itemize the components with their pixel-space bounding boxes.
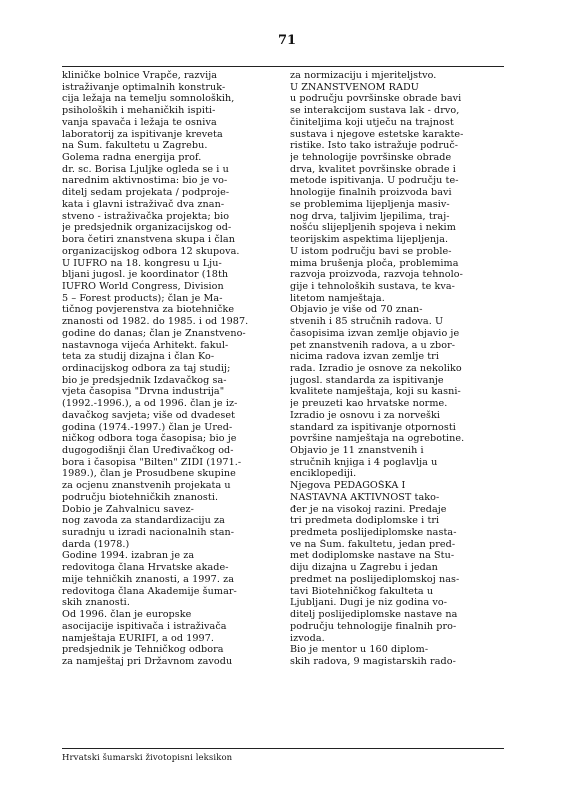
text-line: časopisima izvan zemlje objavio je <box>290 327 460 339</box>
text-line: skih znanosti. <box>62 597 130 609</box>
text-line: (1992.-1996.), a od 1996. član je iz- <box>62 398 238 410</box>
text-line: U ZNANSTVENOM RADU <box>290 81 419 93</box>
text-line: teorijskim aspektima lijepljenja. <box>290 234 449 246</box>
text-line: stvenih i 85 stručnih radova. U <box>290 316 444 328</box>
text-line: je tehnologije površinske obrade <box>290 152 452 164</box>
text-line: enciklopediji. <box>290 468 357 480</box>
text-line: mije tehničkih znanosti, a 1997. za <box>62 573 235 585</box>
text-line: ristike. Isto tako istražuje područ- <box>290 140 459 152</box>
right-column <box>290 70 503 668</box>
text-line: kata i glavni istraživač dva znan- <box>62 198 225 210</box>
text-line: hnologije finalnih proizvoda bavi <box>290 187 452 199</box>
text-line: NASTAVNA AKTIVNOST tako- <box>290 491 440 503</box>
text-line: sustava i njegove estetske karakte- <box>290 128 464 140</box>
text-line: razvoja proizvoda, razvoja tehnolo- <box>290 269 463 281</box>
text-line: istraživanje optimalnih konstruk- <box>62 81 226 93</box>
text-line: nog zavoda za standardizaciju za <box>62 515 225 527</box>
text-line: se interakcijom sustava lak - drvo, <box>290 105 460 117</box>
text-line: stveno - istraživačka projekta; bio <box>62 210 230 222</box>
text-line: kvalitete namještaja, koji su kasni- <box>290 386 461 398</box>
text-line: kliničke bolnice Vrapče, razvija <box>62 70 218 81</box>
text-line: za normizaciju i mjeriteljstvo. <box>290 70 437 81</box>
text-line: cija ležaja na temelju somnoloških, <box>62 93 235 105</box>
text-line: tavi Biotehničkog fakulteta u <box>290 585 434 597</box>
text-line: redovitoga člana Hrvatske akade- <box>62 562 229 574</box>
left-column <box>62 70 275 668</box>
text-line: namještaja EURIFI, a od 1997. <box>62 632 215 644</box>
text-line: stručnih knjiga i 4 poglavlja u <box>290 456 438 468</box>
text-line: nastavnoga vijeća Arhitekt. fakul- <box>62 339 229 351</box>
text-line: bljani jugosl. je koordinator (18th <box>62 269 229 281</box>
text-line: gije i tehnoloških sustava, te kva- <box>290 280 455 292</box>
text-line: znanosti od 1982. do 1985. i od 1987. <box>62 316 249 328</box>
text-line: ve na Šum. fakultetu, jedan pred- <box>290 538 456 550</box>
text-line: bio je predsjednik Izdavačkog sa- <box>62 374 227 386</box>
text-line: ničkog odbora toga časopisa; bio je <box>62 433 237 445</box>
text-line: Njegova PEDAGOŠKA I <box>290 480 406 492</box>
text-line: se problemima lijepljenja masiv- <box>290 198 450 210</box>
text-line: ditelj sedam projekata / podproje- <box>62 187 230 199</box>
text-line: u području površinske obrade bavi <box>290 93 462 105</box>
text-line: za namještaj pri Državnom zavodu <box>62 655 233 667</box>
text-line: Golema radna energija prof. <box>62 152 202 164</box>
text-line: za ocjenu znanstvenih projekata u <box>62 480 231 492</box>
text-line: narednim aktivnostima: bio je vo- <box>62 175 228 187</box>
text-line: bora četiri znanstvena skupa i član <box>62 234 235 246</box>
text-line: asocijacije ispitivača i istraživača <box>62 620 227 632</box>
text-line: diju dizajna u Zagrebu i jedan <box>290 562 438 574</box>
text-line: nošću slijepljenih spojeva i nekim <box>290 222 456 234</box>
text-line: Ljubljani. Dugi je niz godina vo- <box>290 597 448 609</box>
text-line: Izradio je osnovu i za norveški <box>290 409 441 421</box>
text-line: Objavio je više od 70 znan- <box>290 304 423 316</box>
text-line: mima brušenja ploča, problemima <box>290 257 459 269</box>
text-line: vanja spavača i ležaja te osniva <box>62 116 217 128</box>
text-line: Godine 1994. izabran je za <box>62 550 195 562</box>
text-line: površine namještaja na ogrebotine. <box>290 433 465 445</box>
text-line: 1989.), član je Prosudbene skupine <box>62 468 236 480</box>
text-line: laboratorij za ispitivanje kreveta <box>62 128 223 140</box>
text-line: tičnog povjerenstva za biotehničke <box>62 304 235 316</box>
text-line: izvoda. <box>290 632 325 644</box>
text-line: U IUFRO na 18. kongresu u Lju- <box>62 257 222 269</box>
text-line: standard za ispitivanje otpornosti <box>290 421 456 433</box>
text-line: ordinacijskog odbora za taj studij; <box>62 362 231 374</box>
text-line: predsjednik je Tehničkog odbora <box>62 644 224 656</box>
text-line: nicima radova izvan zemlje tri <box>290 351 439 363</box>
text-line: vjeta časopisa "Drvna industrija" <box>62 386 225 398</box>
text-line: metode ispitivanja. U području te- <box>290 175 459 187</box>
text-line: bora i časopisa "Bilten" ZIDI (1971.- <box>62 456 242 468</box>
text-line: darda (1978.) <box>62 538 130 550</box>
text-line: Od 1996. član je europske <box>62 609 192 621</box>
text-line: drva, kvalitet površinske obrade i <box>290 163 456 175</box>
footer-rule <box>62 748 504 749</box>
text-line: davačkog savjeta; više od dvadeset <box>62 409 236 421</box>
text-line: teta za studij dizajna i član Ko- <box>62 351 215 363</box>
footer-title: Hrvatski šumarski životopisni leksikon <box>62 753 233 763</box>
header-rule <box>62 66 504 67</box>
text-line: području biotehničkih znanosti. <box>62 491 219 503</box>
text-line: organizacijskog odbora 12 skupova. <box>62 245 240 257</box>
text-line: predmeta poslijediplomske nasta- <box>290 527 457 539</box>
text-line: suradnju u izradi nacionalnih stan- <box>62 527 235 539</box>
text-line: 5 – Forest products); član je Ma- <box>62 292 223 304</box>
text-line: ditelj poslijediplomske nastave na <box>290 609 458 621</box>
text-line: IUFRO World Congress, Division <box>62 280 224 292</box>
text-line: jugosl. standarda za ispitivanje <box>290 374 444 386</box>
text-line: psiholoških i mehaničkih ispiti- <box>62 105 216 117</box>
text-line: met dodiplomske nastave na Stu- <box>290 550 455 562</box>
text-line: dugogodišnji član Uređivačkog od- <box>62 445 234 456</box>
text-line: području tehnologije finalnih pro- <box>290 620 457 632</box>
text-line: nog drva, taljivim ljepilima, traj- <box>290 210 450 222</box>
text-line: godina (1974.-1997.) član je Ured- <box>62 421 233 433</box>
text-line: rada. Izradio je osnove za nekoliko <box>290 362 462 374</box>
text-line: Bio je mentor u 160 diplom- <box>290 644 429 656</box>
text-line: redovitoga člana Akademije šumar- <box>62 585 237 597</box>
text-line: dr. sc. Borisa Ljuljke ogleda se i u <box>62 163 229 175</box>
text-line: činiteljima koji utječu na trajnost <box>290 116 454 128</box>
text-line: predmet na poslijediplomskoj nas- <box>290 573 460 585</box>
text-line: Objavio je 11 znanstvenih i <box>290 445 424 456</box>
text-line: đer je na visokoj razini. Predaje <box>290 503 447 515</box>
text-line: pet znanstvenih radova, a u zbor- <box>290 339 456 351</box>
text-line: tri predmeta dodiplomske i tri <box>290 515 440 527</box>
page-number: 71 <box>277 33 297 48</box>
text-line: skih radova, 9 magistarskih rado- <box>290 655 456 667</box>
text-line: je preuzeti kao hrvatske norme. <box>290 398 448 410</box>
text-line: na Šum. fakultetu u Zagrebu. <box>62 140 208 152</box>
text-line: litetom namještaja. <box>290 292 385 304</box>
text-line: Dobio je Zahvalnicu savez- <box>62 503 194 515</box>
text-line: je predsjednik organizacijskog od- <box>62 222 232 234</box>
text-line: godine do danas; član je Znanstveno- <box>62 327 246 339</box>
text-line: U istom području bavi se proble- <box>290 245 452 257</box>
